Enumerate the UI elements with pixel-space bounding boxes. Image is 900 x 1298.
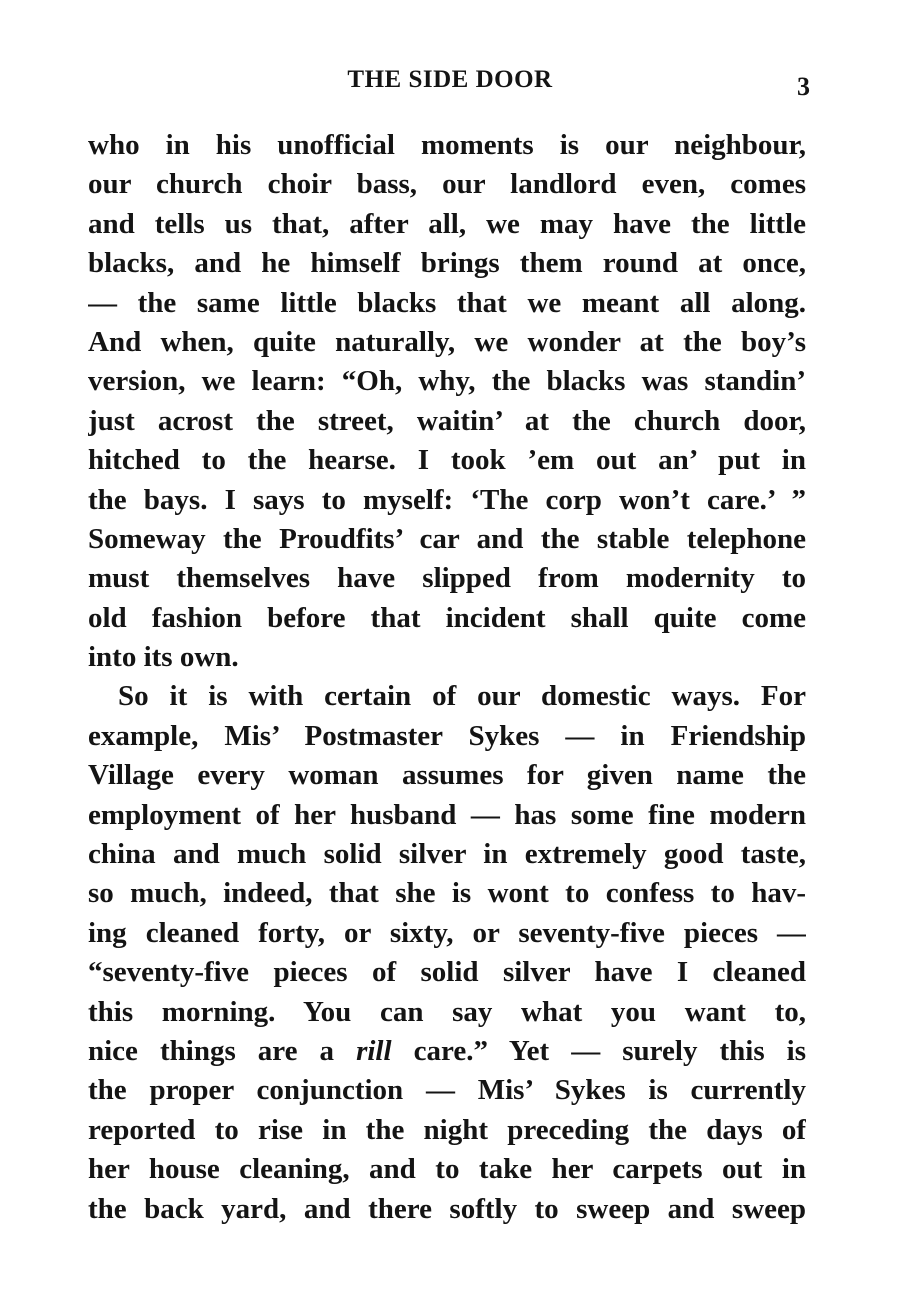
text-line: just acrost the street, waitin’ at the church door, bbox=[88, 404, 806, 437]
text-line: our church choir bass, our landlord even, comes bbox=[88, 168, 806, 201]
text-line: reported to rise in the night preceding the days of bbox=[88, 1113, 806, 1146]
text-line: — the same little blacks that we meant all along. bbox=[88, 286, 806, 319]
text-line: So it is with certain of our domestic ways. For bbox=[118, 680, 806, 713]
text-line: her house cleaning, and to take her carpets out in bbox=[88, 1153, 806, 1186]
text-line: this morning. You can say what you want to, bbox=[88, 995, 806, 1028]
text-line: And when, quite naturally, we wonder at the boy’s bbox=[88, 325, 806, 358]
text-line: version, we learn: “Oh, why, the blacks was standin’ bbox=[88, 365, 806, 398]
text-line: “seventy-five pieces of solid silver have I cleaned bbox=[88, 956, 806, 989]
text-line: the back yard, and there softly to sweep and sweep bbox=[88, 1192, 806, 1225]
text-line: china and much solid silver in extremely good taste, bbox=[88, 838, 806, 871]
text-line: who in his unofficial moments is our neighbour, bbox=[88, 129, 806, 161]
running-title: THE SIDE DOOR bbox=[347, 66, 553, 93]
body-text bbox=[88, 126, 806, 1229]
running-head bbox=[88, 66, 812, 100]
text-line: into its own. bbox=[88, 641, 239, 674]
text-line: nice things are a rill care.” Yet — surely this is bbox=[88, 1034, 806, 1067]
text-line: and tells us that, after all, we may have the little bbox=[88, 207, 806, 240]
text-line: example, Mis’ Postmaster Sykes — in Friendship bbox=[88, 719, 806, 752]
text-line: must themselves have slipped from modernity to bbox=[88, 562, 806, 595]
text-line: the proper conjunction — Mis’ Sykes is currently bbox=[88, 1074, 806, 1107]
text-line: ing cleaned forty, or sixty, or seventy-five pieces — bbox=[88, 916, 806, 949]
text-line: so much, indeed, that she is wont to confess to hav- bbox=[88, 877, 806, 910]
text-line: hitched to the hearse. I took ’em out an’ put in bbox=[88, 444, 806, 477]
text-line: Someway the Proudfits’ car and the stable telephone bbox=[88, 522, 806, 555]
paragraph-2 bbox=[88, 677, 806, 1228]
page-number: 3 bbox=[797, 72, 810, 101]
text-line: employment of her husband — has some fine modern bbox=[88, 798, 806, 831]
paragraph-1 bbox=[88, 126, 806, 677]
text-line: Village every woman assumes for given name the bbox=[88, 759, 806, 792]
italic-word: rill bbox=[356, 1034, 392, 1067]
text-line: the bays. I says to myself: ‘The corp won’t care.’ ” bbox=[88, 483, 806, 516]
text-line: old fashion before that incident shall quite come bbox=[88, 601, 806, 634]
text-line: blacks, and he himself brings them round at once, bbox=[88, 247, 806, 280]
